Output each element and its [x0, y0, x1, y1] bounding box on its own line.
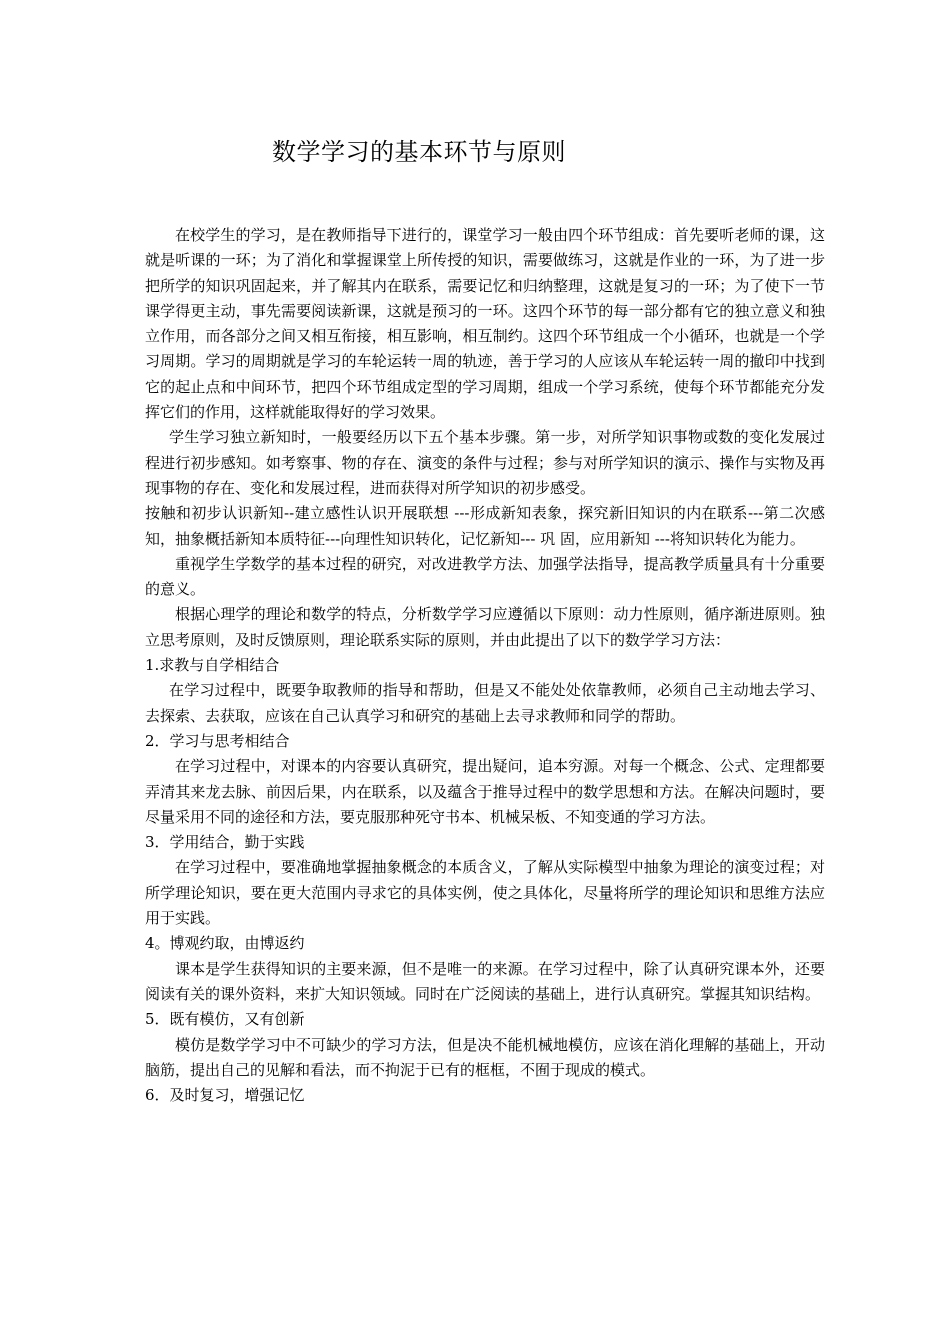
- section-body-5: 模仿是数学学习中不可缺少的学习方法，但是决不能机械地模仿，应该在消化理解的基础上，开动脑筋，提出自己的见解和看法，而不拘泥于已有的框框，不囿于现成的模式。: [145, 1035, 825, 1079]
- paragraph-step-flow: 按触和初步认识新知--建立感性认识开展联想 ---形成新知表象，探究新旧知识的内在联系---第二次感知，抽象概括新知本质特征---向理性知识转化，记忆新知--- 巩 固，应用新知 ---将知识转化为能力。: [145, 504, 825, 548]
- section-body-3: 在学习过程中，要准确地掌握抽象概念的本质含义，了解从实际模型中抽象为理论的演变过程；对所学理论知识，要在更大范围内寻求它的具体实例，使之具体化，尽量将所学的理论知识和思维方法应用于实践。: [145, 858, 825, 928]
- paragraph-importance: 重视学生学数学的基本过程的研究，对改进教学方法、加强学法指导，提高教学质量具有十分重要的意义。: [145, 554, 825, 599]
- section-heading-6: 6．及时复习，增强记忆: [145, 1086, 305, 1105]
- document-body: [145, 223, 825, 1108]
- paragraph-five-steps: 学生学习独立新知时，一般要经历以下五个基本步骤。第一步，对所学知识事物或数的变化发展过程进行初步感知。如考察事、物的存在、演变的条件与过程；参与对所学知识的演示、操作与实物及再现事物的存在、变化和发展过程，进而获得对所学知识的初步感受。: [145, 428, 825, 497]
- section-heading-5: 5．既有模仿，又有创新: [145, 1010, 305, 1029]
- section-heading-3: 3．学用结合，勤于实践: [145, 833, 305, 852]
- section-body-1: 在学习过程中，既要争取教师的指导和帮助，但是又不能处处依靠教师，必须自己主动地去学习、去探索、去获取，应该在自己认真学习和研究的基础上去寻求教师和同学的帮助。: [145, 681, 825, 725]
- section-heading-2: 2．学习与思考相结合: [145, 731, 290, 750]
- paragraph-principles: 根据心理学的理论和数学的特点，分析数学学习应遵循以下原则：动力性原则，循序渐进原则。独立思考原则，及时反馈原则，理论联系实际的原则，并由此提出了以下的数学学习方法：: [145, 605, 825, 649]
- paragraph-learning-cycle: 在校学生的学习，是在教师指导下进行的，课堂学习一般由四个环节组成：首先要听老师的课，这就是听课的一环；为了消化和掌握课堂上所传授的知识，需要做练习，这就是作业的一环，为了进一步把所学的知识巩固起来，并了解其内在联系，需要记忆和归纳整理，这就是复习的一环；为了使下一节课学得更主动，事先需要阅读新课，这就是预习的一环。这四个环节的每一部分都有它的独立意义和独立作用，而各部分之间又相互衔接，相互影响，相互制约。这四个环节组成一个小循环，也就是一个学习周期。学习的周期就是学习的车轮运转一周的轨迹，善于学习的人应该从车轮运转一周的撤印中找到它的起止点和中间环节，把四个环节组成定型的学习周期，组成一个学习系统，使每个环节都能充分发挥它们的作用，这样就能取得好的学习效果。: [145, 226, 825, 422]
- section-heading-4: 4。博观约取，由博返约: [145, 934, 305, 953]
- page-title: 数学学习的基本环节与原则: [272, 138, 566, 166]
- section-body-4: 课本是学生获得知识的主要来源，但不是唯一的来源。在学习过程中，除了认真研究课本外，还要阅读有关的课外资料，来扩大知识领域。同时在广泛阅读的基础上，进行认真研究。掌握其知识结构。: [145, 959, 825, 1003]
- section-heading-1: 1.求教与自学相结合: [145, 656, 280, 675]
- section-body-2: 在学习过程中，对课本的内容要认真研究，提出疑问，追本穷源。对每一个概念、公式、定理都要弄清其来龙去脉、前因后果，内在联系，以及蕴含于推导过程中的数学思想和方法。在解决问题时，要尽量采用不同的途径和方法，要克服那种死守书本、机械呆板、不知变通的学习方法。: [145, 757, 825, 826]
